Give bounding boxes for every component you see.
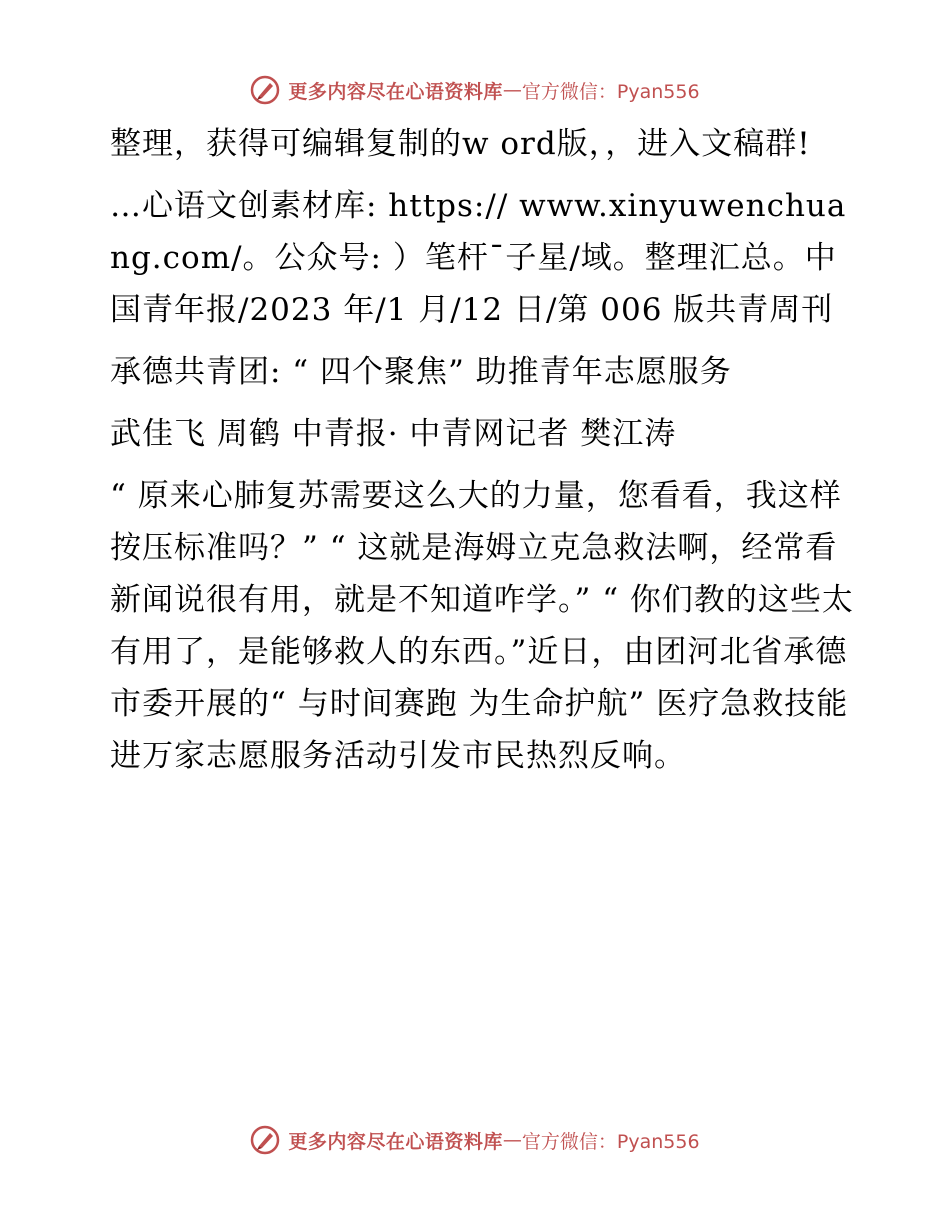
article-byline: 武佳飞 周鹤 中青报· 中青网记者 樊江涛 [110, 416, 677, 452]
paragraph-intro: 整理，获得可编辑复制的w ord版，，进入文稿群! [110, 126, 811, 162]
pen-logo-icon [250, 75, 280, 105]
banner-suffix: 官方微信：Pyan556 [521, 80, 700, 103]
banner-dash: — [502, 79, 522, 101]
article-paragraph: “ 原来心肺复苏需要这么大的力量，您看看，我这样按压标准吗？” “ 这就是海姆立克急救法啊，经常看新闻说很有用，就是不知道咋学。” “ 你们教的这些太有用了，是能够救人的东西。”近日，由团河北省承德市委开展的“ 与时间赛跑 为生命护航” 医疗急救技能进万家志愿服务活动引发市民热烈反响。 [110, 478, 854, 774]
pen-logo-icon [250, 1125, 280, 1155]
footer-banner [0, 1120, 950, 1160]
article-title: 承德共青团: “ 四个聚焦” 助推青年志愿服务 [110, 354, 732, 390]
banner-text: 更多内容尽在心语资料库 [288, 80, 503, 103]
header-banner [0, 70, 950, 110]
banner-suffix: 官方微信：Pyan556 [521, 1130, 700, 1153]
banner-dash: — [502, 1129, 522, 1151]
paragraph-source: …心语文创素材库: https:// www.xinyuwenchuang.com/。公众号: ）笔杆¯子星/域。整理汇总。中国青年报/2023 年/1 月/12 日/第 006 版共青周刊 [110, 188, 847, 328]
banner-text: 更多内容尽在心语资料库 [288, 1130, 503, 1153]
document-body [98, 118, 858, 792]
